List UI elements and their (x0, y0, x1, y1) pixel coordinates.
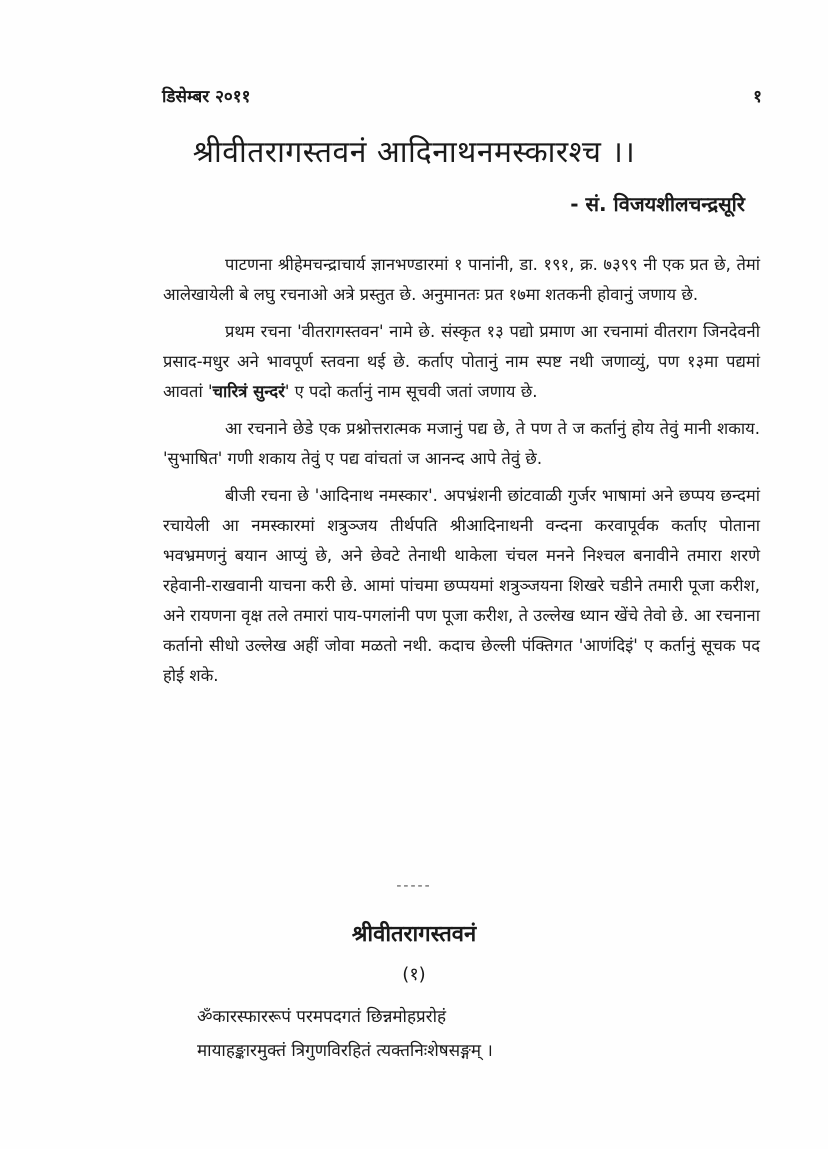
running-header (162, 84, 762, 108)
section-separator: ----- (396, 878, 432, 894)
paragraph-4: बीजी रचना छे 'आदिनाथ नमस्कार'. अपभ्रंशनी छांटवाळी गुर्जर भाषामां अने छप्पय छन्दमां रचायेली आ नमस्कारमां शत्रुञ्जय तीर्थपति श्रीआदिनाथनी वन्दना करवापूर्वक कर्ताए पोताना भवभ्रमणनुं बयान आप्युं छे, अने छेवटे तेनाथी थाकेला चंचल मनने निश्चल बनावीने तमारा शरणे रहेवानी-राखवानी याचना करी छे. आमां पांचमा छप्पयमां शत्रुञ्जयना शिखरे चडीने तमारी पूजा करीश, अने रायणना वृक्ष तले तमारां पाय-पगलांनी पण पूजा करीश, ते उल्लेख ध्यान खेंचे तेवो छे. आ रचनाना कर्तानो सीधो उल्लेख अहीं जोवा मळतो नथी. कदाच छेल्ली पंक्तिगत 'आणंदिइं' ए कर्तानुं सूचक पद होई शके. (163, 486, 760, 685)
verse-number: (१) (402, 964, 426, 985)
issue-date: डिसेम्बर २०११ (162, 87, 251, 107)
author-name-highlight: चारित्रं सुन्दरं (212, 382, 285, 401)
article-author: - सं. विजयशीलचन्द्रसूरि (570, 192, 745, 216)
verse-line-1: ॐकारस्फाररूपं परमपदगतं छिन्नमोहप्ररोहं (197, 1007, 447, 1027)
verse-block (197, 1000, 493, 1068)
article-title: श्रीवीतरागस्तवनं आदिनाथनमस्कारश्च ।। (192, 135, 636, 170)
paragraph-1: पाटणना श्रीहेमचन्द्राचार्य ज्ञानभण्डारमां १ पानांनी, डा. १९१, क्र. ७३९९ नी एक प्रत छे, तेमां आलेखायेली बे लघु रचनाओ अत्रे प्रस्तुत छे. अनुमानतः प्रत १७मा शतकनी होवानुं जणाय छे. (163, 255, 760, 304)
page-number: १ (753, 87, 762, 107)
paragraph-3: आ रचनाने छेडे एक प्रश्नोत्तरात्मक मजानुं पद्य छे, ते पण ते ज कर्तानुं होय तेवुं मानी शकाय. 'सुभाषित' गणी शकाय तेवुं ए पद्य वांचतां ज आनन्द आपे तेवुं छे. (163, 419, 760, 468)
paragraph-2-text-a: प्रथम रचना 'वीतरागस्तवन' नामे छे. संस्कृत १३ पद्यो प्रमाण आ रचनामां वीतराग जिनदेवनी प्रसाद-मधुर अने भावपूर्ण स्तवना थई छे. कर्ताए पोतानुं नाम स्पष्ट नथी जणाव्युं, पण १३मा पद्यमां आवतां ' (163, 322, 760, 401)
verse-line-2: मायाहङ्कारमुक्तं त्रिगुणविरहितं त्यक्तनिःशेषसङ्गम् । (197, 1041, 493, 1061)
paragraph-2-text-b: ' ए पदो कर्तानुं नाम सूचवी जतां जणाय छे. (284, 382, 538, 401)
hymn-title: श्रीवीतरागस्तवनं (351, 922, 477, 947)
article-body (163, 250, 760, 698)
paragraph-2 (163, 317, 760, 407)
